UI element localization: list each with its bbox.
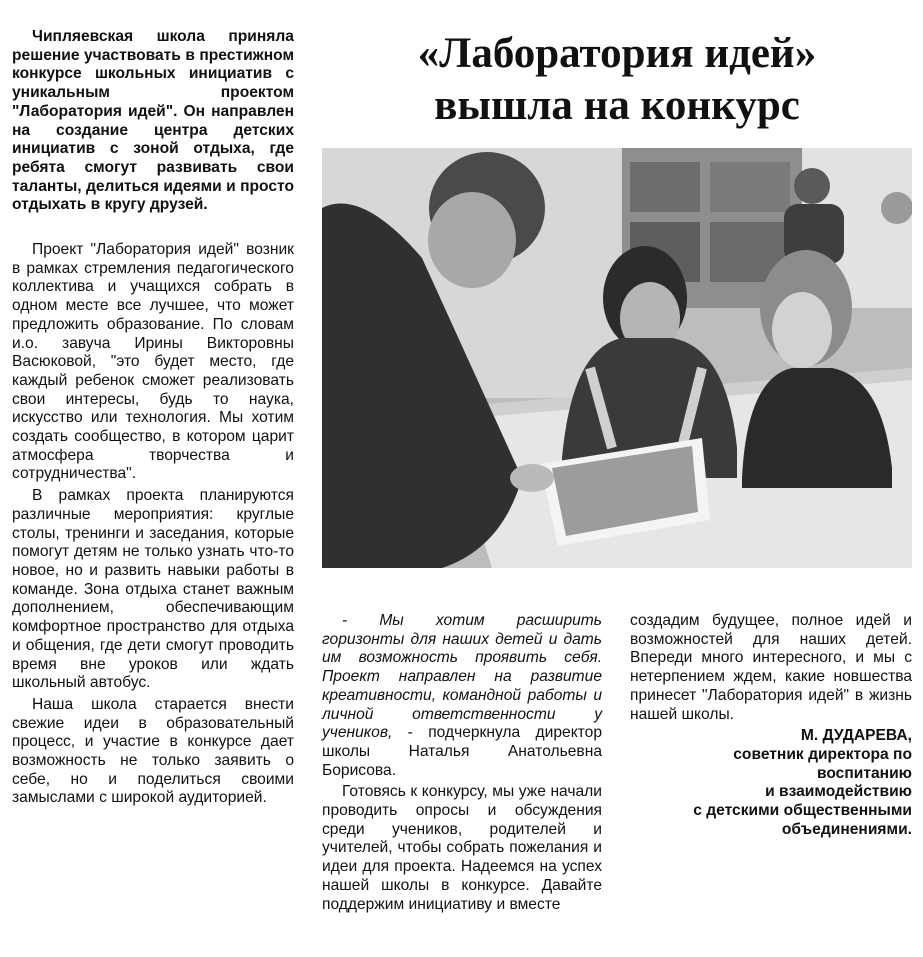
article-paragraph-4: Готовясь к конкурсу, мы уже начали проводить опросы и обсуждения среди учеников, родителей и учителей, чтобы собрать пожелания и идеи для проекта. Надеемся на успех нашей школы в конкурсе. Давайте поддержим инициативу и вместе xyxy=(322,783,602,913)
classroom-photo-image xyxy=(322,148,912,568)
article-paragraph-4-continued: создадим будущее, полное идей и возможностей для наших детей. Впереди много интересного, и мы с нетерпением ждем, какие новшества принесет "Лаборатория идей" в жизнь нашей школы. xyxy=(630,612,912,723)
author-signature xyxy=(630,727,912,839)
right-column xyxy=(630,612,912,839)
article-paragraph-3: Наша школа старается внести свежие идеи в образовательный процесс, и участие в конкурсе дает возможность не только заявить о себе, но и поделиться своими замыслами с широкой аудиторией. xyxy=(12,695,294,807)
quote-attribution: - подчеркнула директор школы Наталья Анатольевна Борисова. xyxy=(322,724,602,779)
article-quote-paragraph xyxy=(322,612,602,780)
author-name: М. ДУДАРЕВА, xyxy=(800,727,912,745)
author-role-line-2: воспитанию xyxy=(816,764,912,782)
middle-column xyxy=(322,612,602,917)
article-paragraph-1: Проект "Лаборатория идей" возник в рамках стремления педагогического коллектива и учащихся собрать в одном месте все лучшее, что может предложить образование. По словам и.о. завуча Ирины Викторовны Васюковой, "это будет место, где каждый ребенок сможет реализовать свои интересы, будь то наука, искусство или технология. Мы хотим создать сообщество, в котором царит атмосфера творчества и сотрудничества". xyxy=(12,241,294,483)
headline-line-2: вышла на конкурс xyxy=(434,82,800,129)
article-headline xyxy=(322,28,912,132)
article-photo xyxy=(322,148,912,568)
author-role-line-3: и взаимодействию xyxy=(765,783,912,801)
author-role-line-1: советник директора по xyxy=(733,745,912,763)
director-quote: - Мы хотим расширить горизонты для наших детей и дать им возможность проявить себя. Проект направлен на развитие креативности, командной работы и личной ответственности у учеников, xyxy=(322,612,602,742)
author-role-line-4: с детскими общественными xyxy=(693,802,912,820)
author-role-line-5: объединениями. xyxy=(781,820,912,838)
left-column xyxy=(12,28,294,811)
article-paragraph-2: В рамках проекта планируются различные мероприятия: круглые столы, тренинги и заседания, которые помогут детям не только узнать что-то новое, но и развить навыки работы в команде. Зона отдыха станет важным дополнением, обеспечивающим комфортное пространство для отдыха и общения, где дети смогут проводить время вне уроков или ждать школьный автобус. xyxy=(12,487,294,692)
article-lead: Чипляевская школа приняла решение участвовать в престижном конкурсе школьных инициатив с уникальным проектом "Лаборатория идей". Он направлен на создание центра детских инициатив с зоной отдыха, где ребята смогут развивать свои таланты, делиться идеями и просто отдыхать в кругу друзей. xyxy=(12,28,294,214)
headline-line-1: «Лаборатория идей» xyxy=(417,30,817,77)
